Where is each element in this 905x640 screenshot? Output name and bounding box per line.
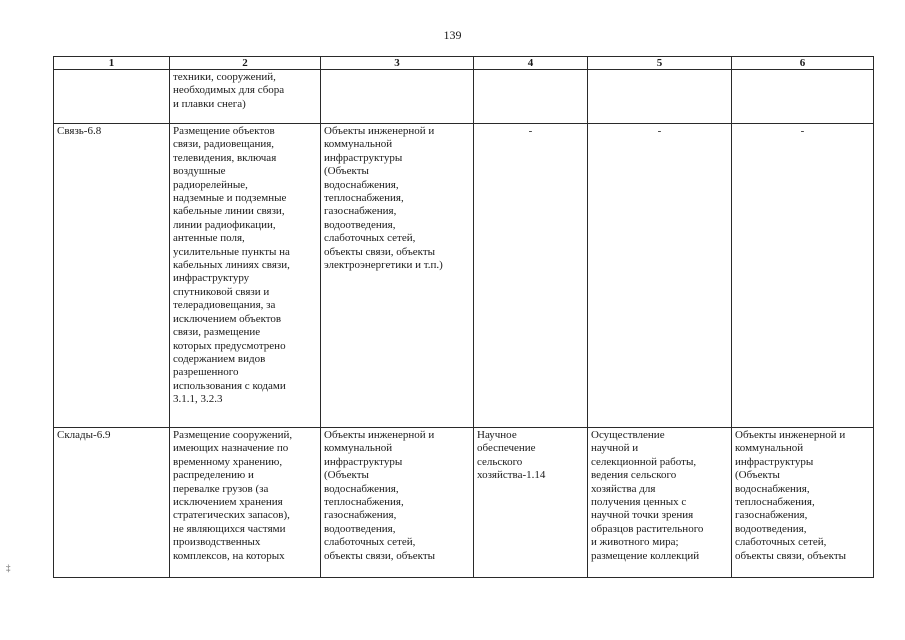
table-cell [321, 70, 474, 124]
column-header-3: 3 [321, 57, 474, 70]
cell-text: - [800, 125, 805, 137]
table-cell [54, 428, 170, 578]
table-cell [474, 124, 588, 428]
table-cell [732, 428, 874, 578]
table-row [54, 428, 874, 578]
table-cell [474, 428, 588, 578]
table-cell [321, 428, 474, 578]
table-cell [321, 124, 474, 428]
cell-text: - [657, 125, 662, 137]
cell-text: техники, сооружений, необходимых для сбора и плавки снега) [173, 71, 285, 110]
table-cell [588, 70, 732, 124]
page-number: 139 [443, 28, 462, 42]
cell-text: Размещение сооружений, имеющих назначение по временному хранению, распределению и перевалке грузов (за исключением хранения стратегических запасов), не являющихся частями производственных комплексов, на которых [173, 429, 293, 562]
table-row [54, 70, 874, 124]
cell-text: Осуществление научной и селекционной работы, ведения сельского хозяйства для получения ценных с научной точки зрения образцов растительного и животного мира; размещение коллекций [591, 429, 704, 562]
column-header-5: 5 [588, 57, 732, 70]
table-cell [732, 70, 874, 124]
zoning-table [53, 56, 874, 578]
cell-text: Научное обеспечение сельского хозяйства-1.14 [477, 429, 546, 482]
column-header-6: 6 [732, 57, 874, 70]
column-header-4: 4 [474, 57, 588, 70]
table-cell [588, 428, 732, 578]
cell-text: Объекты инженерной и коммунальной инфраструктуры (Объекты водоснабжения, теплоснабжения, газоснабжения, водоотведения, слаботочных сетей, объекты связи, объекты [735, 429, 847, 562]
table-row [54, 124, 874, 428]
cell-text: Объекты инженерной и коммунальной инфраструктуры (Объекты водоснабжения, теплоснабжения, газоснабжения, водоотведения, слаботочных сетей, объекты связи, объекты [324, 429, 436, 562]
table-cell [54, 70, 170, 124]
column-header-2: 2 [170, 57, 321, 70]
table-cell [170, 70, 321, 124]
cell-text: Размещение объектов связи, радиовещания, телевидения, включая воздушные радиорелейные, надземные и подземные кабельные линии связи, линии радиофикации, антенные поля, усилительные пункты на кабельных линиях связи, инфраструктуру спутниковой связи и телерадиовещания, за исключением объектов связи, размещение которых предусмотрено содержанием видов разрешенного использования с кодами 3.1.1, 3.2.3 [173, 125, 290, 406]
cell-text: Объекты инженерной и коммунальной инфраструктуры (Объекты водоснабжения, теплоснабжения, газоснабжения, водоотведения, слаботочных сетей, объекты связи, объекты электроэнергетики и т.п.) [324, 125, 443, 272]
table-cell [732, 124, 874, 428]
column-header-1: 1 [54, 57, 170, 70]
table-cell [474, 70, 588, 124]
cell-text: - [528, 125, 533, 137]
cell-text: Склады-6.9 [57, 429, 111, 441]
table-header-row [54, 57, 874, 70]
table-cell [170, 428, 321, 578]
table-cell [170, 124, 321, 428]
cell-text: Связь-6.8 [57, 125, 102, 137]
margin-mark: ‡ [6, 563, 11, 573]
table-cell [54, 124, 170, 428]
table-cell [588, 124, 732, 428]
